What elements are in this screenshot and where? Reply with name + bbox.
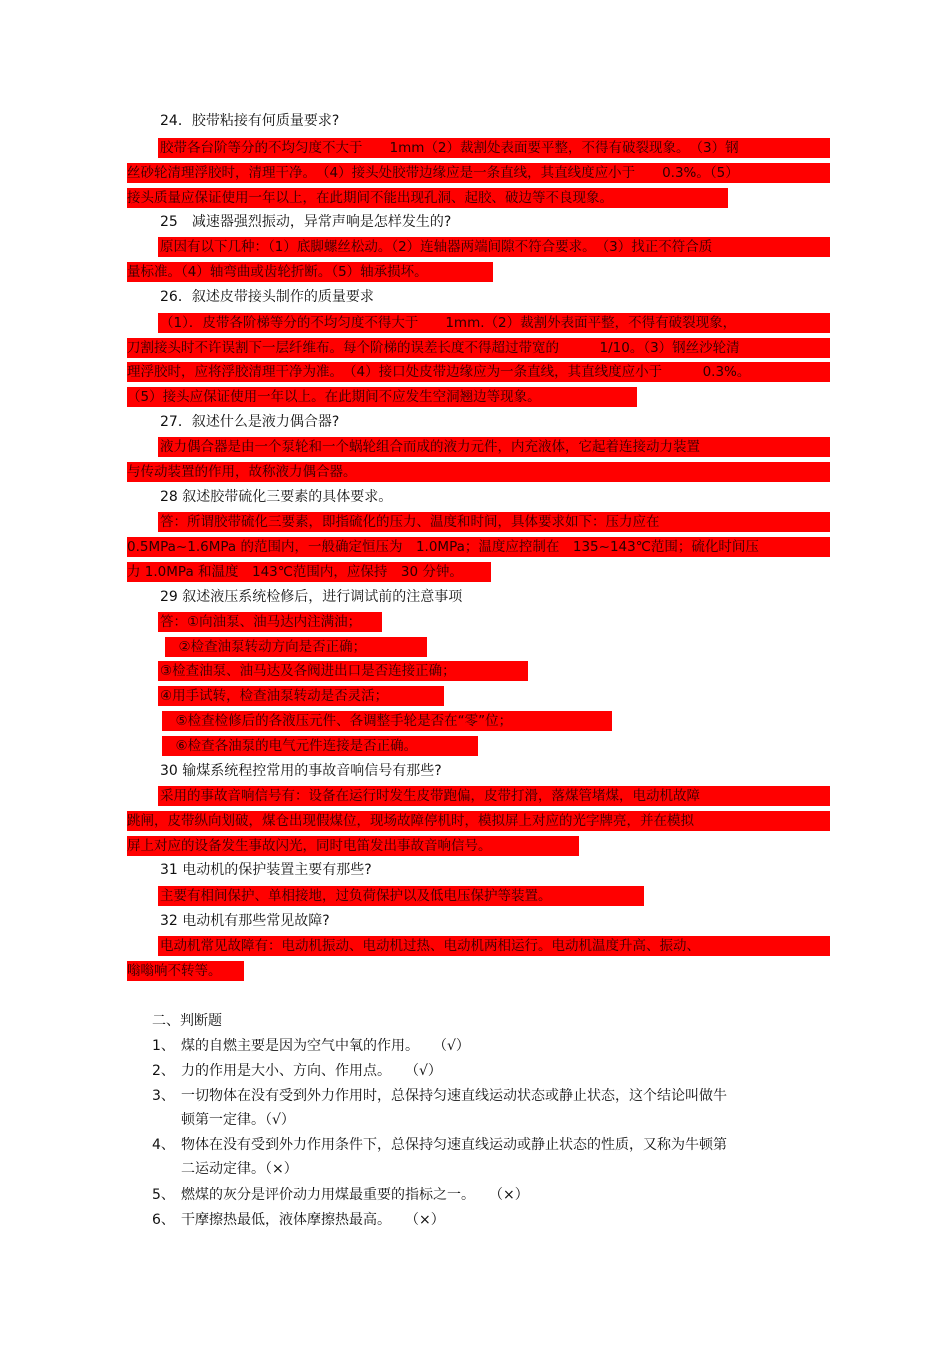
item-number: 4、 [152, 1137, 175, 1153]
item-text: 顿第一定律。（√） [181, 1112, 295, 1128]
answer-line: 答：①向油泵、油马达内注满油； [160, 614, 362, 630]
item-number: 5、 [152, 1187, 175, 1203]
answer-line: （5）接头应保证使用一年以上。在此期间不应发生空洞翘边等现象。 [127, 389, 541, 405]
question-title: 30 输煤系统程控常用的事故音响信号有那些? [160, 763, 442, 779]
question-title: 25 减速器强烈振动，异常声响是怎样发生的? [160, 214, 452, 230]
answer-line: ④用手试转，检查油泵转动是否灵活； [160, 688, 389, 704]
item-text: 一切物体在没有受到外力作用时，总保持匀速直线运动状态或静止状态，这个结论叫做牛 [181, 1088, 727, 1104]
item-text: 干摩擦热最低，液体摩擦热最高。 （×） [181, 1212, 445, 1228]
section-heading: 二、判断题 [152, 1013, 222, 1029]
item-text: 物体在没有受到外力作用条件下，总保持匀速直线运动或静止状态的性质，又称为牛顿第 [181, 1137, 727, 1153]
answer-line: ⑤检查检修后的各液压元件、各调整手轮是否在“零”位； [162, 713, 513, 729]
answer-line: 采用的事故音响信号有：设备在运行时发生皮带跑偏，皮带打滑，落煤管堵煤，电动机故障 [160, 788, 700, 804]
answer-line: 力 1.0MPa 和温度 143℃范围内，应保持 30 分钟。 [127, 564, 463, 580]
item-number: 2、 [152, 1063, 175, 1079]
item-text: 二运动定律。（×） [181, 1161, 298, 1177]
answer-line: 答：所谓胶带硫化三要素，即指硫化的压力、温度和时间，具体要求如下：压力应在 [160, 514, 660, 530]
answer-line: 液力偶合器是由一个泵轮和一个蜗轮组合而成的液力元件，内充液体，它起着连接动力装置 [160, 439, 700, 455]
question-title: 26．叙述皮带接头制作的质量要求 [160, 289, 374, 305]
answer-line: （1）．皮带各阶梯等分的不均匀度不得大于 1mm.（2）裁割外表面平整，不得有破裂现象， [160, 315, 737, 331]
answer-line: 嗡嗡响不转等。 [127, 963, 222, 979]
answer-line: 胶带各台阶等分的不均匀度不大于 1mm（2）裁割处表面要平整，不得有破裂现象。 （3）钢 [160, 140, 739, 156]
question-title: 32 电动机有那些常见故障? [160, 913, 330, 929]
answer-line: ②检查油泵转动方向是否正确； [165, 639, 367, 655]
question-title: 27．叙述什么是液力偶合器? [160, 414, 340, 430]
answer-line: 0.5MPa~1.6MPa 的范围内，一般确定恒压为 1.0MPa；温度应控制在 135~143℃范围；硫化时间压 [127, 539, 759, 555]
item-text: 燃煤的灰分是评价动力用煤最重要的指标之一。 （×） [181, 1187, 529, 1203]
answer-line: ③检查油泵、油马达及各阀进出口是否连接正确； [160, 663, 456, 679]
question-title: 29 叙述液压系统检修后，进行调试前的注意事项 [160, 589, 463, 605]
answer-line: 刀割接头时不许误割下一层纤维布。每个阶梯的误差长度不得超过带宽的 1/10。（3）钢丝沙轮清 [127, 340, 740, 356]
item-number: 6、 [152, 1212, 175, 1228]
answer-line: 跳闸，皮带纵向划破，煤仓出现假煤位，现场故障停机时，模拟屏上对应的光字牌亮，并在模拟 [127, 813, 694, 829]
answer-line: 原因有以下几种：（1）底脚螺丝松动。（2）连轴器两端间隙不符合要求。 （3）找正不符合质 [160, 239, 713, 255]
answer-line: 与传动装置的作用，故称液力偶合器。 [127, 464, 357, 480]
item-text: 力的作用是大小、方向、作用点。 （√） [181, 1063, 442, 1079]
answer-line: 量标准。（4）轴弯曲或齿轮折断。（5）轴承损坏。 [127, 264, 428, 280]
item-number: 1、 [152, 1038, 175, 1054]
question-title: 24．胶带粘接有何质量要求? [160, 113, 340, 129]
answer-line: ⑥检查各油泵的电气元件连接是否正确。 [162, 738, 418, 754]
answer-line: 接头质量应保证使用一年以上，在此期间不能出现孔洞、起胶、破边等不良现象。 [127, 190, 613, 206]
answer-line: 电动机常见故障有：电动机振动、电动机过热、电动机两相运行。电动机温度升高、振动、 [160, 938, 700, 954]
answer-line: 丝砂轮清理浮胶时，清理干净。 （4）接头处胶带边缘应是一条直线，其直线度应小于 0.3%。（5） [127, 165, 739, 181]
item-number: 3、 [152, 1088, 175, 1104]
question-title: 31 电动机的保护装置主要有那些? [160, 862, 372, 878]
question-title: 28 叙述胶带硫化三要素的具体要求。 [160, 489, 393, 505]
item-text: 煤的自燃主要是因为空气中氧的作用。 （√） [181, 1038, 470, 1054]
answer-line: 主要有相间保护、单相接地，过负荷保护以及低电压保护等装置。 [160, 888, 552, 904]
answer-line: 屏上对应的设备发生事故闪光，同时电笛发出事故音响信号。 [127, 838, 492, 854]
answer-line: 理浮胶时，应将浮胶清理干净为准。 （4）接口处皮带边缘应为一条直线，其直线度应小于 0.3%。 [127, 364, 751, 380]
